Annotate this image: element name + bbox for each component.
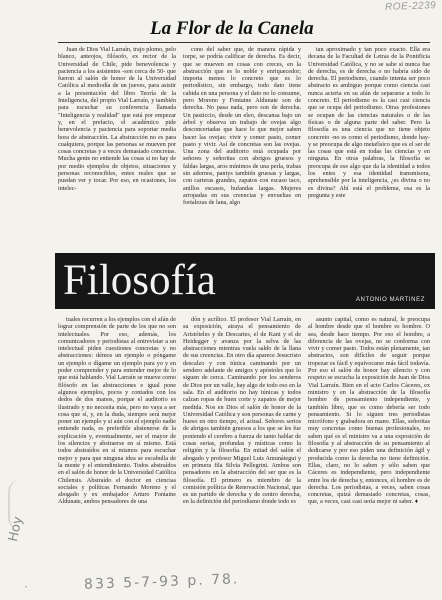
handwritten-mark: · [24,580,28,594]
section-title: La Flor de la Canela [150,18,314,39]
article-column-top-2 [183,46,301,250]
handwritten-date: 833 5-7-93 p. 78. [83,571,240,593]
column-text: dón y acrílico. El profesor Vial Larraín, en su exposición, atraya el pensamiento de Aristóteles y de Descartes, el de Kant y el de Heidegger y avanza por la selva de las abstracciones mientras vuela saldo de la llana de sus creencias. En otro día aparece Jesucristo descalzo y con túnica caminando por un sendero adelante de amigos y apóstoles que lo siguen de cerca. Caminando por los senderos de Dios por un valle, hay algo de todo eso en la sala. En el auditorio no hay túnicas y todos calzan ropas de buen corte y zapatos de mejor medida. Nos en Dios el salón de honor de la Universidad Católica y son personas de carne y hueso en otro tiempo, el actual. Señores serios de abrigos también gruesos a los que se les fue poniendo el cerebro a fuerza de tanto hablar de cosas serias, profundas y místicas como la religión y la filosofía. En mitad del salón el abogado y profesor Miguel Luis Amunátegui y en primera fila Silvia Pellegrini. Ambos son pensadores en la abstracción del ser que es la filosofía. El primero es miembro de la comisión política de Renovación Nacional, que es un partido de derecha y de centro derecha, en la definición del periodismo donde todo es [183,316,301,506]
column-text: asunto capital, como es natural, le preocupa al hombre desde que el hombre es hombre. O sea, desde hace tiempo. Por eso el hombre, a diferencia de las ovejas, no se conforma con vivir y comer pasto. Todos están plenamente, tan abstractos, son difíciles de seguir porque tropezar es fácil y equivocarse más fácil todavía. Por eso el salón de honor hay silencio y con respeto se escucha la exposición de Juan de Dios Vial Larraín. Bien en el acto Carlos Cáceres, ex ministro y en la abstracción de la filosofía hombre de pensamiento independiente, y también libre, que es como debería ser todo pensamiento. Si lo siguen tres periodistas micrófono y grabadora en mano. Ellas, señoritas muy concretas como buenas profesionales, no saben qué es el ministro va a una exposición de filosofía y al abstracción de su pensamiento al dedicarse y por eso piden una definición ágil y producida como la derecha no tiene definición. Ellas, claro, no lo saben y sólo saben que Cáceres es independiente, pero independiente entre los de derecha y, entonces, el hombre es de derecha. Los periodistas, a veces, saben cosas concretas, quizá demasiado concretas, cosas, que, a veces, casi casi sería mejor ni saber. ♦ [308,316,430,506]
header-rule [58,42,430,43]
banner-title: Filosofía [63,257,216,304]
column-text: tan aproximado y tan poco exacto. Ella era decana de la Facultad de Letras de la Pontificia Universidad Católica, y no se sabe si nunca fue de derecha, es de derecha o no habría sido de derecha. El periodismo, cuando intenta ser poco abstracto es ambiguo porque como ciencia casi nunca acierta en su afán de separarse a todo lo concreto. El periodismo es la casi casi ciencia que se ocupa del periodismo. Otras profesiones se ocupan de las ciencias naturales o de las físicas o de alguna parte del saber. Pero la filosofía es una ciencia que no tiene objeto concreto -no es como el periodismo, donde hay- y se preocupa de algo metafísico que es el ser de las cosas que está en todas las ciencias y en ninguna. En otras palabras, la filosofía se preocupa de ese algo que da la identidad a todos los entes y esa identidad transmisora, aprehensible por la inteligencia, ¿es divina o no es divina? Ahí está el problema, esa es la pregunta y este [308,46,430,199]
section-banner [55,253,435,309]
article-column-bottom-2 [183,316,301,568]
article-column-top-3 [308,46,430,250]
article-column-bottom-3 [308,316,430,568]
handwritten-source: Hoy [6,515,26,544]
article-column-top-1 [58,46,176,250]
archive-code-note: ROE-2239 [384,0,437,13]
author-byline: ANTONIO MARTINEZ [355,297,425,303]
column-text: tuales recurren a los ejemplos con el afán de lograr comprensión de parte de los que no son intelectuales. Por eso, además, los comunicadores y periodistas al entrevistar a un intelectual piden cuestiones concretas y no abstracciones: démos un ejemplo o póngame un ejemplo o dígame un ejemplo para yo y en poder comprender y para entender mejor de lo que está hablando. Vial Larraín se mueve como filósofo en las abstracciones e igual pone algunos ejemplos, pocos y contados con los dedos de dos manos, porque el auditorio es ilustrado y no necesita más, pero no vaya a ser cosa que sí, y, en la duda, siempre será mejor poner un ejemplo y si aún con el ejemplo nadie entiende nada, es preferible abstenerse de la explicación y, eventualmente, ser el mayor de los silencios y abstraerse en sí mismo. Está todos abstraídos en sí mismos para escuchar mejor y para que ninguna idea se escabulla de la mente y el entendimiento. Todos abstraídos en el salón de honor de la Universidad Católica Chilensis. Abstraído el doctor en ciencias sociales y políticas Fernando Moreno y el abogado y ex embajador Arturo Fontaine Aldunate, ambos pensadores de una [58,316,176,506]
column-text: Juan de Dios Vial Larraín, trajo plomo, pelo blanco, anteojos, filósofo, ex rector de la Universidad de Chile, pide benevolencia y paciencia a los asistentes -son cerca de 50- que fueron al salón de honor de la Universidad Católica al mediodía de un jueves, para asistir a la presentación del libro Teoría de la Inteligencia, del propio Vial Larraín, y también para escuchar su conferencia llamada "Inteligencia y realidad" que está por empezar y, en el prefacio, el académico pide benevolencia y paciencia para soportar media hora de abstracción. La abstracción no es para cualquiera, porque las personas se mueven por cosas concretas y a veces demasiado concretas. Mucha gente no entiende las cosas si no hay de por medio ejemplos de objetos, situaciones y personas reconocibles, entes reales que se puedan ver y tocar. Por eso, en ocasiones, los intelec- [58,46,176,192]
column-text: cono del saber que, de manera rápida y torpe, se podría calificar de derecha. Es decir, que se mueven en cosas con creces, en la abstracción que es lo noble y enriquecedor; importa menos lo concreto que es lo periodístico, sin embargo, todo dato tiene cabida en una persona y el dato no lo consume, pero Moreno y Fontaine Aldunate son de derecha. No pasa nada, pero son de derecha. Un pasticcio, desde un eleo, descansa bajo un árbol y observa un trabajo de ovejas algo desconcertadas que hace lo que mejor saben hacer las ovejas: vivir y comer pasto, comer pasto y vivir. Así de concretas son las ovejas. Una zona del auditorio está ocupada por señores y señoritas con abrigos gruesos y faldas largas, aros mínimos de una perla, trabas sin adornos, pantys también gruesas y largas, con carteras grandes, zapatos con escaso taco, anillos escasos, bufandas largas. Mujeres arropadas en sus creencias y envueltas en fortalezas de lana, algo [183,46,301,207]
article-column-bottom-1 [58,316,176,568]
